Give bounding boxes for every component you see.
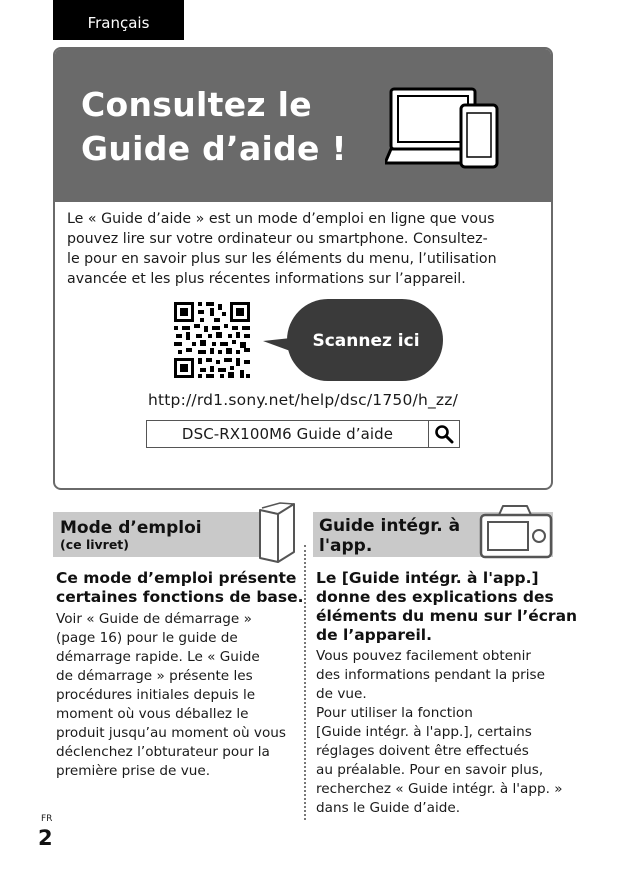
help-search-box[interactable] — [146, 420, 460, 448]
help-description-line: le pour en savoir plus sur les éléments du menu, l’utilisation — [67, 251, 497, 267]
body-line: de vue. — [316, 686, 367, 702]
help-guide-card — [53, 47, 553, 490]
guide-integre-title-line-1: Guide intégr. à — [319, 516, 461, 536]
lead-line: Le [Guide intégr. à l'app.] — [316, 569, 539, 587]
body-line: au préalable. Pour en savoir plus, — [316, 762, 544, 778]
body-line: [Guide intégr. à l'app.], certains — [316, 724, 532, 740]
body-line: des informations pendant la prise — [316, 667, 545, 683]
lead-line: donne des explications des — [316, 588, 554, 606]
guide-integre-body — [316, 647, 563, 818]
booklet-icon — [256, 500, 298, 566]
help-description-line: avancée et les plus récentes informations sur l’appareil. — [67, 271, 466, 287]
qr-code-icon[interactable] — [172, 300, 252, 380]
body-line: dans le Guide d’aide. — [316, 800, 461, 816]
lead-line: de l’appareil. — [316, 626, 432, 644]
search-icon[interactable] — [429, 421, 459, 447]
body-line: déclenchez l’obturateur pour la — [56, 744, 270, 760]
search-query: DSC-RX100M6 Guide d’aide — [147, 421, 429, 447]
lead-line: certaines fonctions de base. — [56, 588, 304, 606]
help-card-title — [81, 83, 347, 171]
mode-emploi-lead — [56, 569, 304, 607]
laptop-smartphone-icon — [385, 85, 505, 171]
help-title-line-1: Consultez le — [81, 85, 312, 124]
column-divider — [304, 545, 306, 820]
body-line: Vous pouvez facilement obtenir — [316, 648, 532, 664]
camera-icon — [479, 503, 553, 559]
help-description — [67, 209, 537, 289]
help-description-line: Le « Guide d’aide » est un mode d’emploi en ligne que vous — [67, 211, 495, 227]
body-line: réglages doivent être effectués — [316, 743, 529, 759]
body-line: Voir « Guide de démarrage » — [56, 611, 252, 627]
language-code: FR — [41, 814, 53, 824]
scan-here-label: Scannez ici — [312, 331, 420, 351]
mode-emploi-title: Mode d’emploi — [60, 518, 202, 538]
body-line: produit jusqu’au moment où vous — [56, 725, 286, 741]
body-line: (page 16) pour le guide de — [56, 630, 238, 646]
guide-integre-title — [319, 516, 460, 556]
lead-line: éléments du menu sur l’écran — [316, 607, 578, 625]
mode-emploi-subtitle: (ce livret) — [60, 537, 130, 552]
body-line: démarrage rapide. Le « Guide — [56, 649, 260, 665]
lead-line: Ce mode d’emploi présente — [56, 569, 297, 587]
language-tab — [53, 0, 184, 40]
help-title-line-2: Guide d’aide ! — [81, 129, 347, 168]
help-description-line: pouvez lire sur votre ordinateur ou smartphone. Consultez- — [67, 231, 488, 247]
body-line: de démarrage » présente les — [56, 668, 253, 684]
body-line: recherchez « Guide intégr. à l'app. » — [316, 781, 563, 797]
language-label: Français — [87, 14, 150, 32]
help-url[interactable]: http://rd1.sony.net/help/dsc/1750/h_zz/ — [147, 391, 459, 409]
body-line: première prise de vue. — [56, 763, 211, 779]
guide-integre-title-line-2: l'app. — [319, 536, 373, 556]
mode-emploi-body — [56, 610, 286, 781]
body-line: moment où vous déballez le — [56, 706, 249, 722]
guide-integre-lead — [316, 569, 577, 645]
page-number: 2 — [38, 826, 53, 850]
body-line: Pour utiliser la fonction — [316, 705, 473, 721]
body-line: procédures initiales depuis le — [56, 687, 256, 703]
